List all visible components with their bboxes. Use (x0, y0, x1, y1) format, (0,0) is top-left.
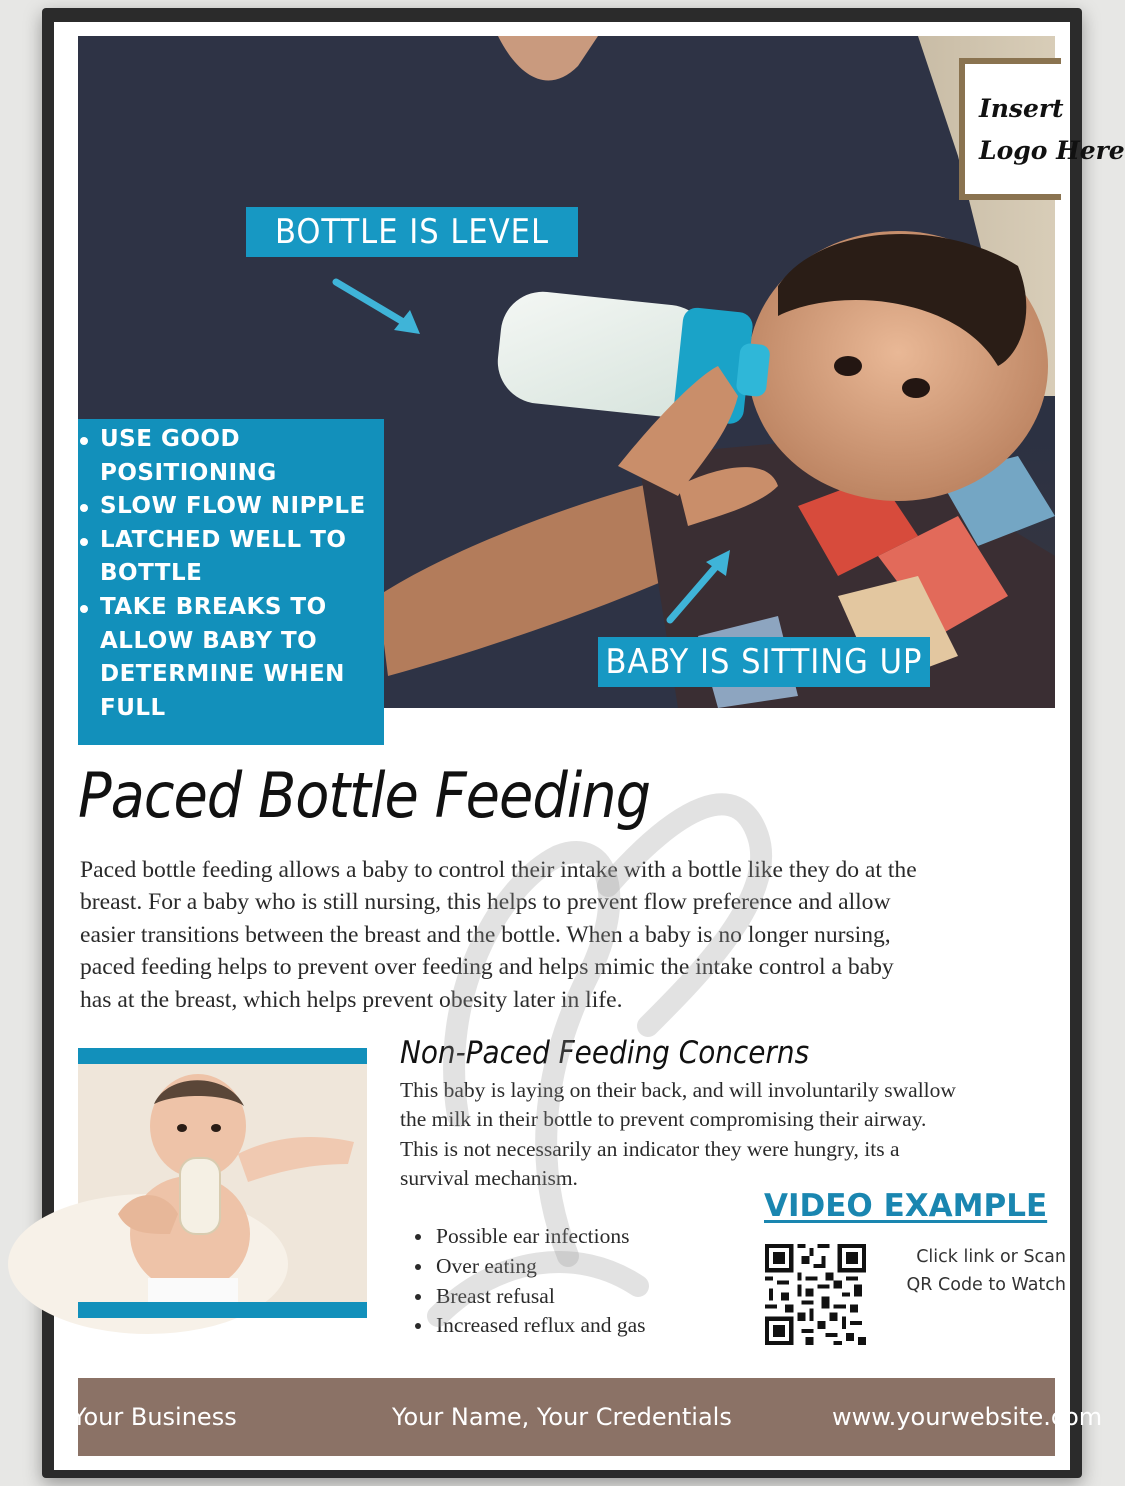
video-instructions-line: Click link or Scan (916, 1247, 1066, 1267)
video-instructions (886, 1244, 1066, 1299)
tip-item (100, 423, 384, 490)
concerns-description-line: survival mechanism. (400, 1166, 578, 1191)
concerns-list (400, 1222, 796, 1341)
qr-code-icon[interactable] (765, 1244, 866, 1345)
photo-top-bar (78, 1048, 367, 1064)
tip-line: TAKE BREAKS TO (100, 593, 327, 620)
intro-line: paced feeding helps to prevent over feeding and helps mimic the intake control a baby (80, 954, 894, 981)
tip-line: LATCHED WELL TO (100, 526, 347, 553)
logo-placeholder-text: Insert Logo Here (979, 94, 1125, 165)
baby-lying-photo-block (78, 1048, 367, 1318)
tips-list (78, 419, 384, 725)
tip-line: FULL (100, 694, 166, 721)
baby-sitting-up-label: BABY IS SITTING UP (598, 637, 930, 687)
concerns-description-line: This is not necessarily an indicator they were hungry, its a (400, 1136, 900, 1161)
concerns-list-item: Over eating (436, 1252, 796, 1282)
concerns-description (400, 1076, 1060, 1194)
tip-item (100, 490, 384, 524)
arrow-down-right-icon (330, 274, 430, 340)
tip-line: POSITIONING (100, 459, 277, 486)
intro-line: breast. For a baby who is still nursing, this helps to prevent flow preference and allow (80, 889, 891, 916)
footer-website[interactable]: www.yourwebsite.com (832, 1403, 1103, 1431)
concerns-description-line: the milk in their bottle to prevent compromising their airway. (400, 1107, 927, 1132)
arrow-up-right-icon (662, 544, 736, 626)
intro-line: has at the breast, which helps prevent obesity later in life. (80, 986, 623, 1013)
footer-name: Your Name, Your Credentials (392, 1403, 732, 1431)
page-title: Paced Bottle Feeding (78, 759, 651, 832)
tip-line: SLOW FLOW NIPPLE (100, 493, 366, 520)
video-example-link[interactable]: VIDEO EXAMPLE (764, 1188, 1048, 1224)
tip-line: ALLOW BABY TO (100, 627, 318, 654)
baby-lying-illustration (78, 1064, 367, 1302)
intro-line: easier transitions between the breast and the bottle. When a baby is no longer nursing, (80, 921, 891, 948)
footer-business: Your Business (72, 1403, 237, 1431)
concerns-list-item: Possible ear infections (436, 1222, 796, 1252)
tips-box (78, 419, 384, 745)
tip-line: DETERMINE WHEN (100, 661, 345, 688)
photo-bottom-bar (78, 1302, 367, 1318)
poster (72, 36, 1125, 1456)
intro-line: Paced bottle feeding allows a baby to control their intake with a bottle like they do at the (80, 857, 917, 883)
tip-item (100, 524, 384, 591)
concerns-description-line: This baby is laying on their back, and will involuntarily swallow (400, 1078, 956, 1102)
concerns-list-item: Breast refusal (436, 1282, 796, 1312)
footer-bar (72, 1378, 1103, 1456)
video-instructions-line: QR Code to Watch (906, 1274, 1066, 1295)
bottle-level-label: BOTTLE IS LEVEL (246, 207, 578, 257)
intro-paragraph (80, 854, 1060, 1016)
concerns-list-item: Increased reflux and gas (436, 1311, 796, 1341)
tip-item (100, 591, 384, 725)
tip-line: BOTTLE (100, 560, 203, 587)
logo-placeholder (959, 58, 1125, 200)
concerns-title: Non-Paced Feeding Concerns (400, 1035, 810, 1071)
tip-line: USE GOOD (100, 426, 241, 452)
baby-lying-photo (78, 1064, 367, 1302)
